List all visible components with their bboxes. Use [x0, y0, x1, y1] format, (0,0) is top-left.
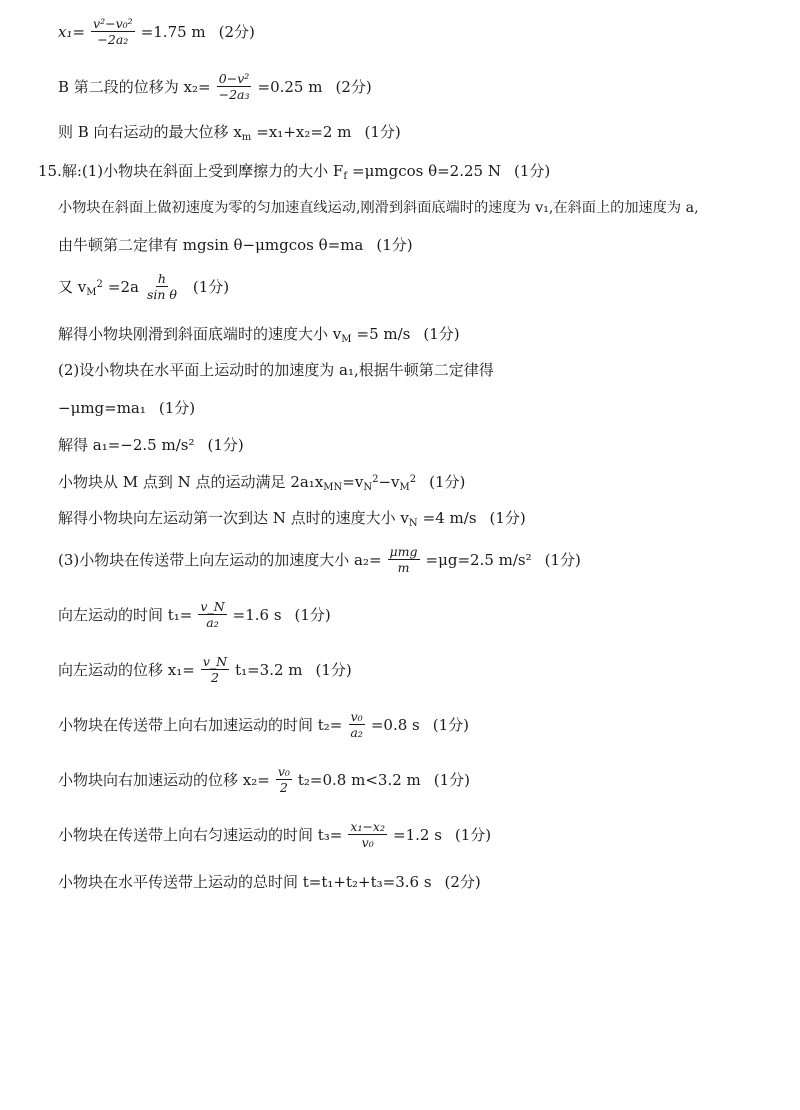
fraction [201, 655, 229, 684]
fraction-denominator: v₀ [361, 835, 374, 851]
equation-result: =0.25 m [257, 77, 323, 96]
line-text: 则 B 向右运动的最大位移 $x_m$ [58, 123, 252, 143]
equation-result: =5 m/s [356, 324, 411, 343]
equation-result: =x₁+x₂=2 m [256, 122, 352, 141]
solution-line-11 [58, 434, 244, 455]
fraction-numerator: v_N [200, 599, 225, 614]
solution-line-9 [58, 359, 494, 380]
solution-line-19 [58, 820, 491, 849]
score-mark: (1分) [513, 162, 551, 180]
solution-line-13 [58, 507, 526, 528]
score-mark: (1分) [429, 473, 466, 491]
line-text: 小物块在传送带上向右加速运动的时间 t₂= [58, 716, 343, 735]
line-text: 解得小物块刚滑到斜面底端时的速度大小 $v_M$ [58, 325, 352, 345]
fraction-numerator: x₁−x₂ [350, 819, 385, 834]
solution-line-15 [58, 600, 331, 629]
score-mark: (1分) [158, 399, 196, 417]
line-text: 小物块在斜面上做初速度为零的匀加速直线运动,刚滑到斜面底端时的速度为 v₁,在斜面上的加速度为 a, [58, 200, 699, 216]
solution-line-20 [58, 871, 481, 892]
equation-result: t₁=3.2 m [235, 660, 303, 679]
fraction-denominator: a₂ [206, 615, 219, 631]
score-mark: (1分) [192, 278, 230, 297]
equation-text: =2a [107, 277, 139, 296]
equation-text: x₁= [58, 22, 86, 41]
equation-result: =1.6 s [232, 605, 282, 624]
score-mark: (1分) [454, 826, 492, 845]
equation-result: =0.8 s [370, 715, 420, 734]
solution-line-2 [58, 72, 372, 101]
score-mark: (1分) [315, 661, 352, 680]
score-mark: (1分) [376, 236, 413, 254]
fraction [145, 272, 179, 301]
fraction-numerator: v₀ [350, 709, 363, 724]
line-text: 由牛顿第二定律有 mgsin θ−μmgcos θ=ma [58, 236, 364, 254]
line-text: 15.解:(1)小物块在斜面上受到摩擦力的大小 $F_f$ [38, 162, 348, 182]
fraction-numerator: 0−v² [218, 71, 250, 86]
fraction-denominator: a₂ [350, 725, 363, 741]
fraction-denominator: −2a₂ [97, 32, 129, 48]
fraction-denominator: sin θ [146, 287, 177, 303]
fraction-denominator: 2 [210, 670, 219, 686]
score-mark: (1分) [544, 551, 581, 570]
line-text: (2)设小物块在水平面上运动时的加速度为 a₁,根据牛顿第二定律得 [58, 361, 494, 379]
equation-result: =4 m/s [422, 508, 477, 527]
fraction [348, 820, 387, 849]
score-mark: (1分) [364, 123, 401, 141]
line-text: 小物块在水平传送带上运动的总时间 t=t₁+t₂+t₃=3.6 s [58, 873, 432, 891]
fraction [276, 765, 292, 794]
line-text: −μmg=ma₁ [58, 398, 146, 417]
solution-line-14 [58, 545, 581, 574]
fraction [91, 17, 135, 46]
line-text: 小物块在传送带上向右匀速运动的时间 t₃= [58, 826, 343, 845]
fraction-numerator: μmg [389, 544, 418, 559]
solution-line-7 [58, 272, 229, 301]
line-text: (3)小物块在传送带上向左运动的加速度大小 a₂= [58, 551, 382, 570]
fraction-denominator: 2 [279, 780, 288, 796]
fraction-denominator: −2a₃ [218, 87, 250, 103]
solution-line-8 [58, 323, 460, 344]
line-text: B 第二段的位移为 x₂= [58, 78, 211, 97]
fraction-numerator: v₀ [277, 764, 290, 779]
equation-result: =μmgcos θ=2.25 N [352, 161, 501, 180]
solution-line-10 [58, 397, 195, 418]
line-text: 解得 a₁=−2.5 m/s² [58, 436, 195, 454]
solution-line-1 [58, 17, 255, 46]
equation-result: =μg=2.5 m/s² [425, 550, 532, 569]
line-text: 小物块从 M 点到 N 点的运动满足 $2a_1x_{MN}=v_N^2-v_M^2$ [58, 473, 417, 493]
solution-line-3 [58, 121, 401, 142]
line-text: 向左运动的位移 x₁= [58, 661, 195, 680]
score-mark: (1分) [294, 606, 331, 625]
fraction-numerator: v_N [202, 654, 228, 669]
fraction-numerator: v²−v₀² [93, 16, 133, 31]
score-mark: (2分) [335, 78, 372, 97]
equation-result: t₂=0.8 m<3.2 m [297, 770, 421, 789]
score-mark: (1分) [207, 436, 244, 454]
fraction [388, 545, 420, 574]
score-mark: (2分) [218, 23, 255, 42]
fraction [217, 72, 252, 101]
score-mark: (1分) [432, 716, 469, 735]
score-mark: (1分) [423, 325, 460, 343]
equation-result: =1.75 m [140, 22, 206, 41]
fraction-numerator: h [157, 271, 166, 286]
solution-line-5 [58, 197, 699, 217]
solution-line-17 [58, 710, 469, 739]
score-mark: (1分) [489, 509, 526, 527]
score-mark: (1分) [433, 771, 471, 790]
solution-line-12 [58, 471, 465, 492]
score-mark: (2分) [444, 873, 481, 891]
solution-line-16 [58, 655, 352, 684]
solution-line-6 [58, 234, 413, 255]
fraction [348, 710, 364, 739]
line-text: 又 $v_M^2$ [58, 278, 103, 299]
solution-line-18 [58, 765, 470, 794]
equation-result: =1.2 s [393, 825, 442, 844]
line-text: 解得小物块向左运动第一次到达 N 点时的速度大小 $v_N$ [58, 509, 418, 529]
solution-line-4 [38, 160, 550, 181]
line-text: 小物块向右加速运动的位移 x₂= [58, 771, 270, 790]
fraction-denominator: m [397, 560, 410, 576]
fraction [198, 600, 226, 629]
line-text: 向左运动的时间 t₁= [58, 606, 193, 625]
